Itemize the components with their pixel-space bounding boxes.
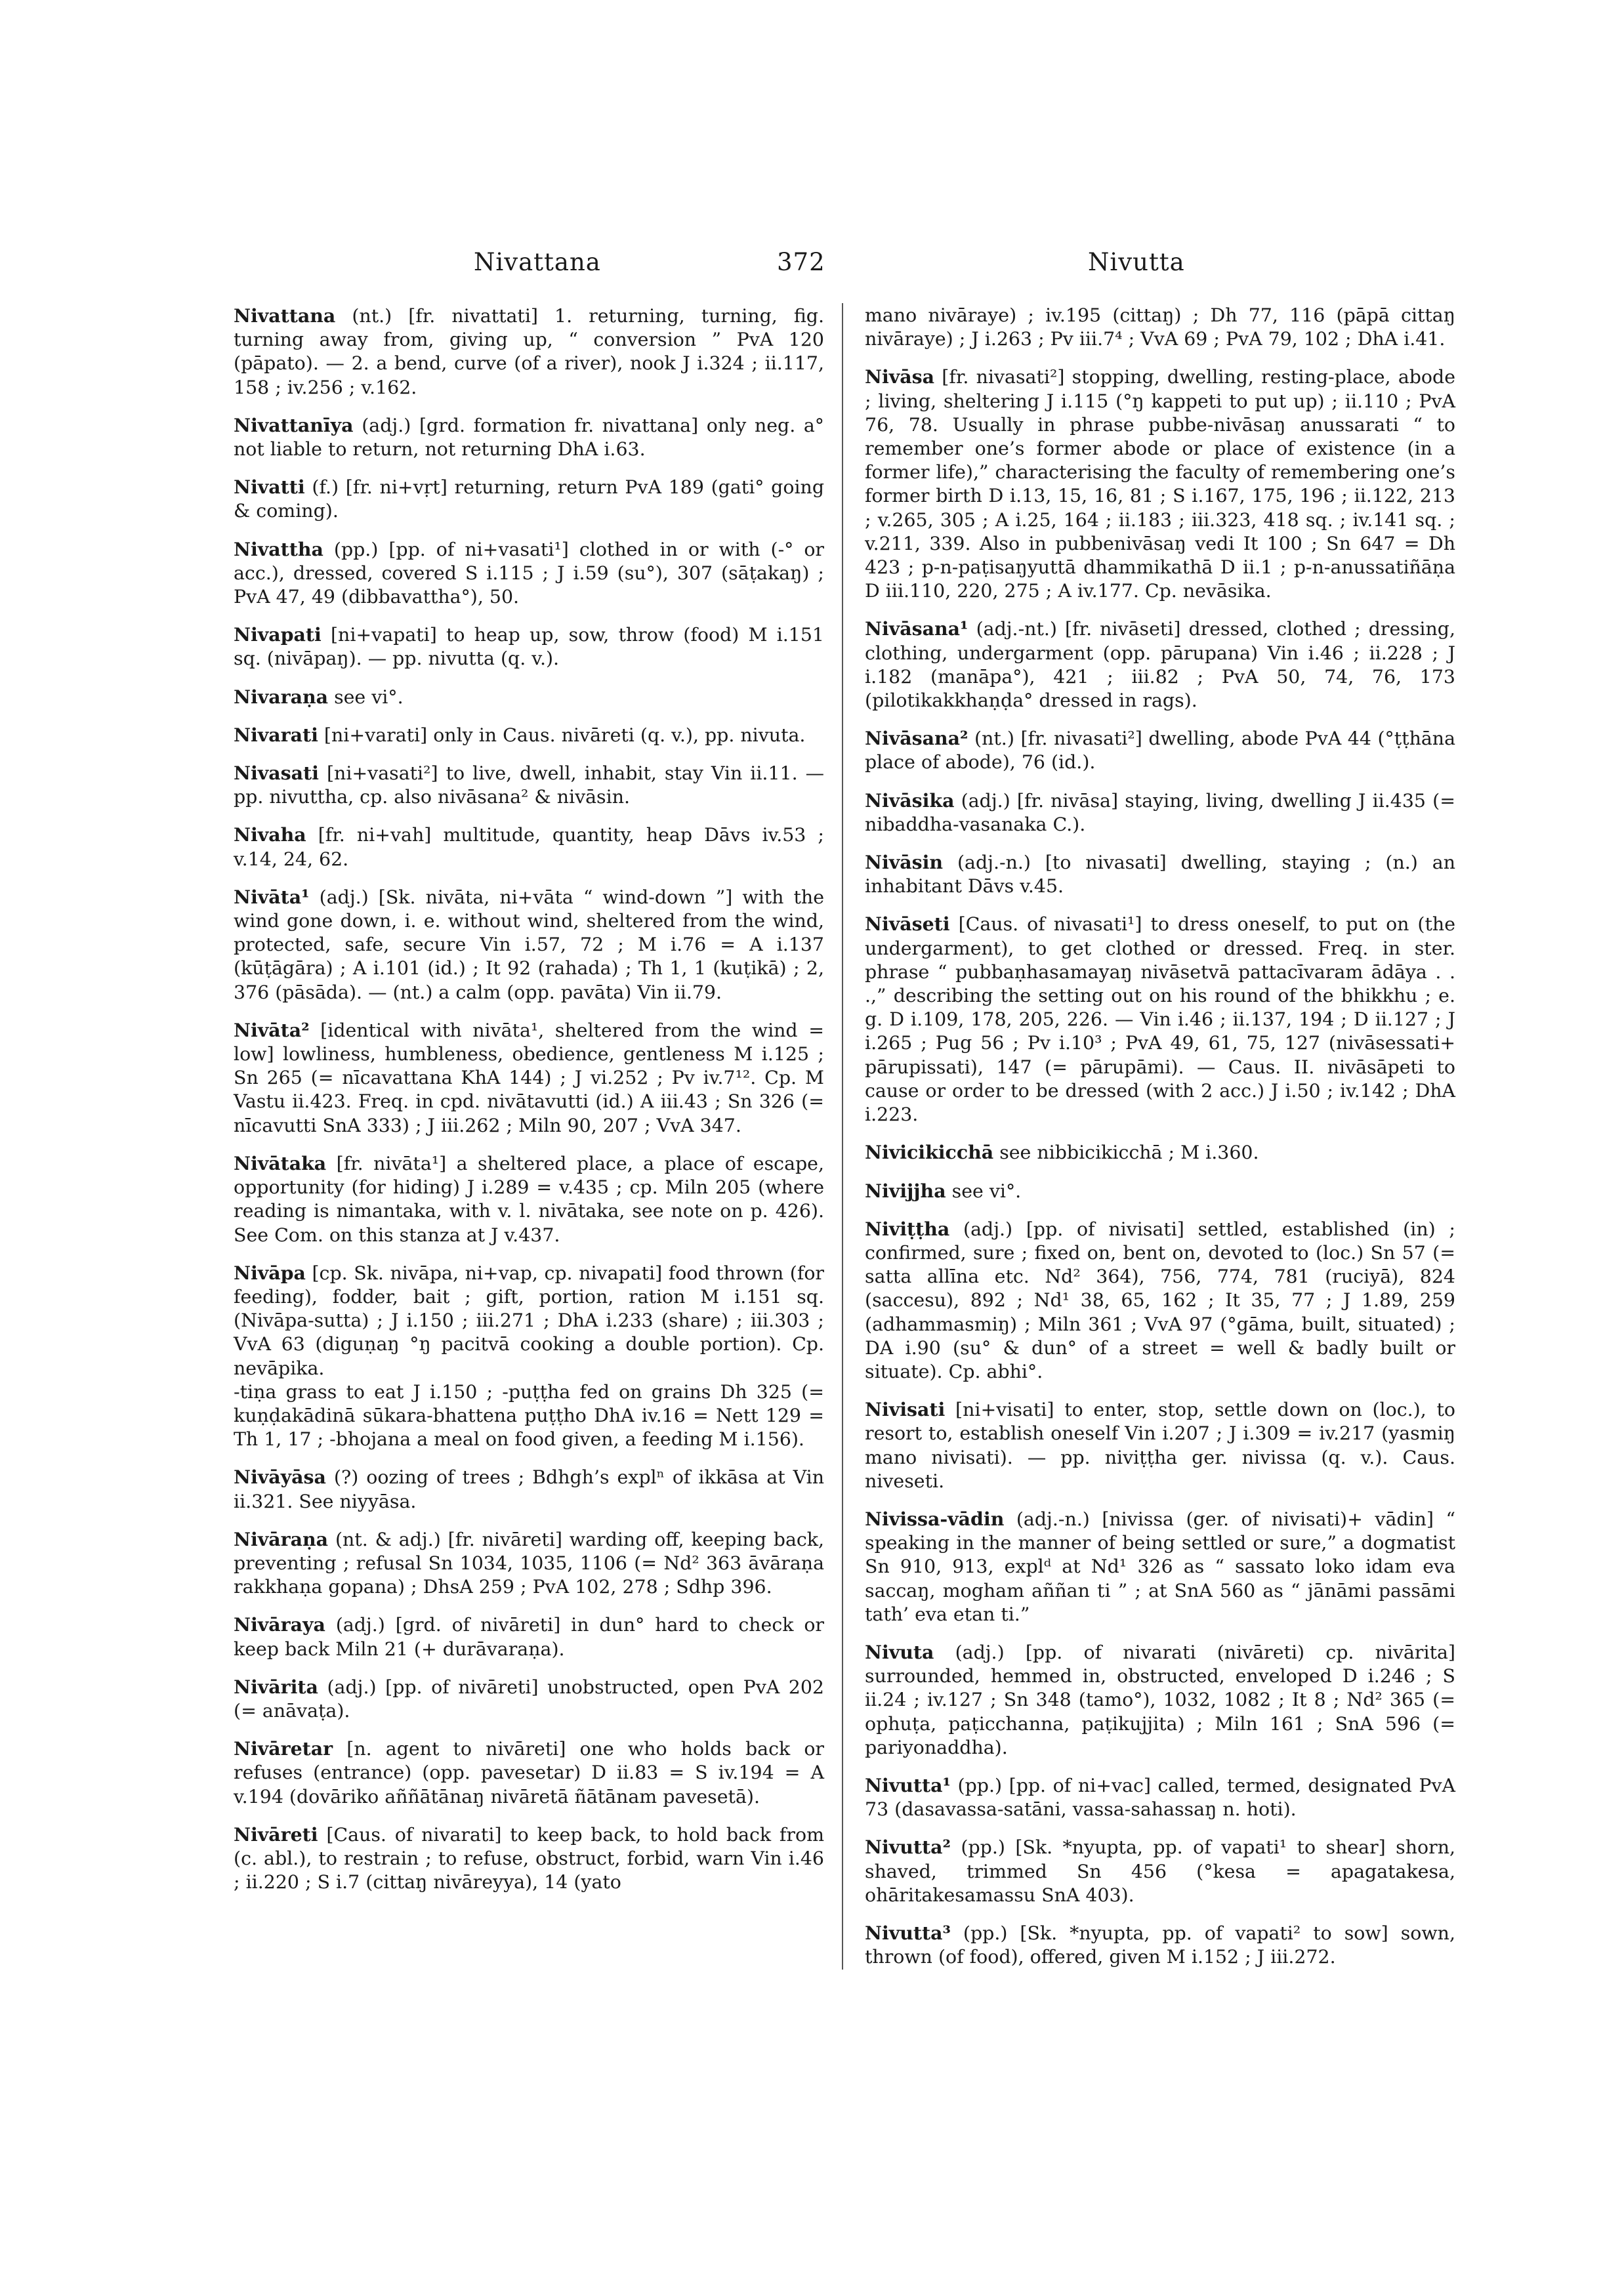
entry-paragraph (234, 1613, 824, 1661)
entry-paragraph (234, 1465, 824, 1513)
entry-headword: Nivāsa (865, 365, 935, 388)
entry-paragraph (865, 789, 1455, 837)
entry-text: (adj.-n.) [to nivasati] dwelling, staying ; (n.) an inhabitant Dāvs v.45. (865, 852, 1456, 898)
entry-paragraph (234, 723, 824, 747)
entry-headword: Nivārita (234, 1675, 318, 1698)
entry-headword: Nivissa-vādin (865, 1507, 1005, 1530)
entry-paragraph (234, 1380, 824, 1452)
dictionary-entry (865, 789, 1455, 837)
dictionary-entry (865, 850, 1455, 898)
dictionary-entry (865, 1640, 1455, 1760)
entry-headword: Nivasati (234, 762, 319, 785)
entry-headword: Nivijjha (865, 1179, 946, 1202)
entry-text: mano nivāraye) ; iv.195 (cittaŋ) ; Dh 77, 116 (pāpā cittaŋ nivāraye) ; J i.263 ; Pv iii.7⁴ ; VvA 69 ; PvA 79, 102 ; DhA i.41. (865, 304, 1455, 350)
entry-text: (pp.) [Sk. *nyupta, pp. of vapati¹ to shear] shorn, shaved, trimmed Sn 456 (°kesa = apagatakesa, ohāritakesamassu SnA 403). (865, 1836, 1456, 1906)
dictionary-entry (865, 1397, 1455, 1493)
entry-headword: Nivāraṇa (234, 1527, 329, 1550)
entry-paragraph (234, 1737, 824, 1809)
dictionary-entry (865, 1921, 1455, 1969)
entry-paragraph (234, 413, 824, 461)
entry-paragraph (865, 850, 1455, 898)
dictionary-entry (234, 537, 824, 610)
entry-headword: Nivutta¹ (865, 1773, 951, 1796)
dictionary-entry (234, 1823, 824, 1895)
entry-paragraph (234, 623, 824, 671)
dictionary-entry (234, 475, 824, 523)
entry-headword: Nivattana (234, 304, 336, 327)
entry-text: [Caus. of nivarati] to keep back, to hold back from (c. abl.), to restrain ; to refuse, obstruct, forbid, warn Vin i.46 ; ii.220 ; S i.7 (cittaŋ nivāreyya), 14 (yato (234, 1823, 824, 1893)
dictionary-entry (234, 761, 824, 809)
entry-headword: Nivāta² (234, 1018, 310, 1041)
dictionary-entry (234, 1465, 824, 1513)
entry-paragraph (865, 617, 1455, 713)
entry-headword: Nivāreti (234, 1823, 318, 1846)
entry-headword: Nivapati (234, 623, 322, 646)
right-column (865, 304, 1455, 1983)
entry-paragraph (234, 685, 824, 709)
page-number: 372 (777, 248, 825, 276)
entry-paragraph (234, 537, 824, 610)
entry-paragraph (865, 365, 1455, 603)
entry-paragraph (865, 304, 1455, 351)
dictionary-entry (234, 1675, 824, 1723)
entry-text: [ni+varati] only in Caus. nivāreti (q. v.), pp. nivuta. (323, 724, 806, 746)
entry-text: (adj.-n.) [nivissa (ger. of nivisati)+ vādin] “ speaking in the manner of being settled or sure,” a dogmatist Sn 910, 913, explᵈ at Nd¹ 326 as “ sassato loko idam eva saccaŋ, mogham aññan ti ” ; at SnA 560 as “ jānāmi passāmi tath’ eva etan ti.” (865, 1508, 1455, 1625)
column-divider (842, 303, 843, 1970)
entry-paragraph (865, 1921, 1455, 1969)
entry-text: (adj.) [pp. of nivisati] settled, established (in) ; confirmed, sure ; fixed on, bent on, devoted to (loc.) Sn 57 (= satta allīna etc. Nd² 364), 756, 774, 781 (ruciyā), 824 (saccesu), 892 ; Nd¹ 38, 65, 162 ; It 35, 77 ; J 1.89, 259 (adhammasmiŋ) ; Miln 361 ; VvA 97 (°gāma, built, situated) ; DA i.90 (su° & dun° of a street = well & badly built or situate). Cp. abhi°. (865, 1218, 1455, 1382)
entry-paragraph (234, 885, 824, 1004)
dictionary-entry (234, 1018, 824, 1138)
entry-text: [fr. nivasati²] stopping, dwelling, resting-place, abode ; living, sheltering J i.115 (°ŋ kappeti to put up) ; ii.110 ; PvA 76, 78. Usually in phrase pubbe-nivāsaŋ anussarati “ to remember one’s former abode or place of existence (in a former life),” characterising the faculty of remembering one’s former birth D i.13, 15, 16, 81 ; S i.167, 175, 196 ; ii.122, 213 ; v.265, 305 ; A i.25, 164 ; ii.183 ; iii.323, 418 sq. ; iv.141 sq. ; v.211, 339. Also in pubbenivāsaŋ vedi It 100 ; Sn 647 = Dh 423 ; p-n-paṭisaŋyuttā dhammikathā D ii.1 ; p-n-anussatiñāṇa D iii.110, 220, 275 ; A iv.177. Cp. nevāsika. (865, 366, 1456, 602)
dictionary-entry (865, 726, 1455, 774)
entry-headword: Nivāsika (865, 789, 955, 812)
entry-text: [ni+visati] to enter, stop, settle down on (loc.), to resort to, establish oneself Vin i.207 ; J i.309 = iv.217 (yasmiŋ mano nivisati). — pp. niviṭṭha ger. nivissa (q. v.). Caus. niveseti. (865, 1399, 1455, 1492)
dictionary-entry (234, 1613, 824, 1661)
entry-headword: Nivāretar (234, 1737, 333, 1760)
entry-headword: Nivāseti (865, 913, 950, 936)
entry-text: [fr. ni+vah] multitude, quantity, heap Dāvs iv.53 ; v.14, 24, 62. (234, 824, 824, 870)
entry-text: [ni+vasati²] to live, dwell, inhabit, stay Vin ii.11. — pp. nivuttha, cp. also nivāsana² & nivāsin. (234, 762, 825, 808)
dictionary-entry (865, 1179, 1455, 1203)
entry-paragraph (865, 1397, 1455, 1493)
entry-text: [ni+vapati] to heap up, sow, throw (food) M i.151 sq. (nivāpaŋ). — pp. nivutta (q. v.). (234, 624, 824, 670)
entry-headword: Nivāsana² (865, 727, 968, 750)
entry-headword: Niviṭṭha (865, 1217, 950, 1240)
entry-headword: Nivāpa (234, 1261, 306, 1284)
entry-paragraph (234, 304, 824, 400)
entry-paragraph (865, 1640, 1455, 1760)
entry-text: (adj.) [pp. of nivāreti] unobstructed, open PvA 202 (= anāvaṭa). (234, 1676, 824, 1722)
dictionary-entry (234, 1151, 824, 1247)
entry-paragraph (234, 1675, 824, 1723)
entry-text: (pp.) [Sk. *nyupta, pp. of vapati² to sow] sown, thrown (of food), offered, given M i.152 ; J iii.272. (865, 1922, 1455, 1968)
entry-headword: Nivāsin (865, 851, 944, 874)
entry-headword: Nivuta (865, 1640, 934, 1663)
entry-text: (adj.) [grd. of nivāreti] in dun° hard to check or keep back Miln 21 (+ durāvaraṇa). (234, 1614, 824, 1660)
entry-text: (adj.) [fr. nivāsa] staying, living, dwelling J ii.435 (= nibaddha-vasanaka C.). (865, 789, 1455, 835)
dictionary-entry (865, 1507, 1455, 1626)
entry-paragraph (234, 1261, 824, 1380)
entry-headword: Nivutta³ (865, 1921, 951, 1944)
entry-text: (nt. & adj.) [fr. nivāreti] warding off, keeping back, preventing ; refusal Sn 1034, 1035, 1106 (= Nd² 363 āvāraṇa rakkhaṇa gopana) ; DhsA 259 ; PvA 102, 278 ; Sdhp 396. (234, 1528, 824, 1598)
entry-headword: Nivattanīya (234, 413, 354, 436)
entry-paragraph (865, 912, 1455, 1127)
entry-headword: Nivaha (234, 823, 306, 846)
entry-headword: Nivāraya (234, 1613, 325, 1636)
entry-paragraph (865, 1140, 1455, 1165)
left-column (234, 304, 824, 1908)
dictionary-entry (865, 617, 1455, 713)
entry-text: (?) oozing of trees ; Bdhgh’s explⁿ of ikkāsa at Vin ii.321. See niyyāsa. (234, 1466, 824, 1512)
entry-text: see nibbicikicchā ; M i.360. (999, 1142, 1259, 1164)
entry-paragraph (234, 823, 824, 871)
entry-paragraph (234, 1151, 824, 1247)
entry-text: (adj.-nt.) [fr. nivāseti] dressed, clothed ; dressing, clothing, undergarment (opp. pārupana) Vin i.46 ; ii.228 ; J i.182 (manāpa°), 421 ; iii.82 ; PvA 50, 74, 76, 173 (pilotikakkhaṇḍa° dressed in rags). (865, 618, 1455, 712)
entry-headword: Nivarati (234, 723, 318, 746)
entry-headword: Nivāyāsa (234, 1466, 326, 1489)
entry-paragraph (234, 475, 824, 523)
entry-text: see vi°. (334, 686, 404, 708)
dictionary-entry (865, 912, 1455, 1127)
entry-headword: Nivāta¹ (234, 885, 310, 908)
entry-paragraph (865, 1773, 1455, 1821)
dictionary-entry (865, 1773, 1455, 1821)
entry-text: [fr. nivāta¹] a sheltered place, a place of escape, opportunity (for hiding) J i.289 = v.435 ; cp. Miln 205 (where reading is nimantaka, with v. l. nivātaka, see note on p. 426). See Com. on this stanza at J v.437. (234, 1152, 825, 1246)
dictionary-entry (234, 685, 824, 709)
entry-headword: Nivisati (865, 1398, 946, 1421)
dictionary-entry (865, 365, 1455, 603)
entry-text: (pp.) [pp. of ni+vac] called, termed, designated PvA 73 (dasavassa-satāni, vassa-sahassaŋ n. hoti). (865, 1774, 1455, 1821)
dictionary-entry (234, 1527, 824, 1600)
dictionary-entry (234, 304, 824, 400)
entry-text: [cp. Sk. nivāpa, ni+vap, cp. nivapati] food thrown (for feeding), fodder, bait ; gift, portion, ration M i.151 sq. (Nivāpa-sutta) ; J i.150 ; iii.271 ; DhA i.233 (share) ; iii.303 ; VvA 63 (diguṇaŋ °ŋ pacitvā cooking a double portion). Cp. nevāpika. (234, 1262, 824, 1379)
entry-text: [n. agent to nivāreti] one who holds back or refuses (entrance) (opp. pavesetar) D ii.83 = S iv.194 = A v.194 (dovāriko aññātānaŋ nivāretā ñātānam pavesetā). (234, 1738, 825, 1808)
entry-headword: Nivāsana¹ (865, 617, 968, 640)
entry-text: (pp.) [pp. of ni+vasati¹] clothed in or with (-° or acc.), dressed, covered S i.115 ; J i.59 (su°), 307 (sāṭakaŋ) ; PvA 47, 49 (dibbavattha°), 50. (234, 538, 825, 608)
entry-text: [identical with nivāta¹, sheltered from the wind = low] lowliness, humbleness, obedience, gentleness M i.125 ; Sn 265 (= nīcavattana KhA 144) ; J vi.252 ; Pv iv.7¹². Cp. M Vastu ii.423. Freq. in cpd. nivātavutti (id.) A iii.43 ; Sn 326 (= nīcavutti SnA 333) ; J iii.262 ; Miln 90, 207 ; VvA 347. (234, 1019, 824, 1136)
entry-text: (adj.) [pp. of nivarati (nivāreti) cp. nivārita] surrounded, hemmed in, obstructed, enveloped D i.246 ; S ii.24 ; iv.127 ; Sn 348 (tamo°), 1032, 1082 ; It 8 ; Nd² 365 (= ophuṭa, paṭicchanna, paṭikujjita) ; Miln 161 ; SnA 596 (= pariyonaddha). (865, 1641, 1455, 1758)
dictionary-entry (234, 413, 824, 461)
entry-headword: Nivatti (234, 476, 305, 499)
entry-paragraph (865, 1835, 1455, 1907)
dictionary-entry (865, 1835, 1455, 1907)
entry-paragraph (234, 1527, 824, 1600)
entry-headword: Nivicikicchā (865, 1141, 994, 1164)
right-guide-word: Nivutta (1088, 248, 1185, 276)
entry-paragraph (865, 1507, 1455, 1626)
entry-headword: Nivutta² (865, 1836, 951, 1859)
dictionary-entry (234, 623, 824, 671)
entry-paragraph (234, 1018, 824, 1138)
entry-paragraph (234, 761, 824, 809)
dictionary-entry (865, 1140, 1455, 1165)
entry-paragraph (865, 1179, 1455, 1203)
entry-text: (adj.) [Sk. nivāta, ni+vāta “ wind-down ”] with the wind gone down, i. e. without wind, sheltered from the wind, protected, safe, secure Vin i.57, 72 ; M i.76 = A i.137 (kūṭāgāra) ; A i.101 (id.) ; It 92 (rahada) ; Th 1, 1 (kuṭikā) ; 2, 376 (pāsāda). — (nt.) a calm (opp. pavāta) Vin ii.79. (234, 886, 824, 1003)
dictionary-entry (234, 723, 824, 747)
entry-headword: Nivātaka (234, 1151, 327, 1174)
left-guide-word: Nivattana (474, 248, 601, 276)
entry-text: -tiṇa grass to eat J i.150 ; -puṭṭha fed on grains Dh 325 (= kuṇḍakādinā sūkara-bhattena puṭṭho DhA iv.16 = Nett 129 = Th 1, 17 ; -bhojana a meal on food given, a feeding M i.156). (234, 1380, 824, 1451)
entry-paragraph (234, 1823, 824, 1895)
entry-paragraph (865, 1217, 1455, 1384)
entry-paragraph (865, 726, 1455, 774)
entry-headword: Nivaraṇa (234, 685, 329, 708)
entry-text: [Caus. of nivasati¹] to dress oneself, to put on (the undergarment), to get clothed or dressed. Freq. in ster. phrase “ pubbaṇhasamayaŋ nivāsetvā pattacīvaram ādāya . . .,” describing the setting out on his round of the bhikkhu ; e. g. D i.109, 178, 205, 226. — Vin i.46 ; ii.137, 194 ; D ii.127 ; J i.265 ; Pug 56 ; Pv i.10³ ; PvA 49, 61, 75, 127 (nivāsessati+ pārupissati), 147 (= pārupāmi). — Caus. II. nivāsāpeti to cause or order to be dressed (with 2 acc.) J i.50 ; iv.142 ; DhA i.223. (865, 913, 1455, 1126)
entry-text: (nt.) [fr. nivasati²] dwelling, abode PvA 44 (°ṭṭhāna place of abode), 76 (id.). (865, 728, 1455, 774)
entry-text: (f.) [fr. ni+vṛt] returning, return PvA 189 (gati° going & coming). (234, 476, 824, 522)
dictionary-entry (865, 304, 1455, 351)
entry-text: (nt.) [fr. nivattati] 1. returning, turning, fig. turning away from, giving up, “ conversion ” PvA 120 (pāpato). — 2. a bend, curve (of a river), nook J i.324 ; ii.117, 158 ; iv.256 ; v.162. (234, 305, 824, 398)
dictionary-entry (234, 823, 824, 871)
dictionary-entry (234, 1261, 824, 1452)
entry-text: see vi°. (951, 1180, 1022, 1202)
dictionary-entry (865, 1217, 1455, 1384)
entry-text: (adj.) [grd. formation fr. nivattana] only neg. a° not liable to return, not returning DhA i.63. (234, 414, 825, 461)
entry-headword: Nivattha (234, 537, 323, 560)
dictionary-entry (234, 1737, 824, 1809)
dictionary-entry (234, 885, 824, 1004)
